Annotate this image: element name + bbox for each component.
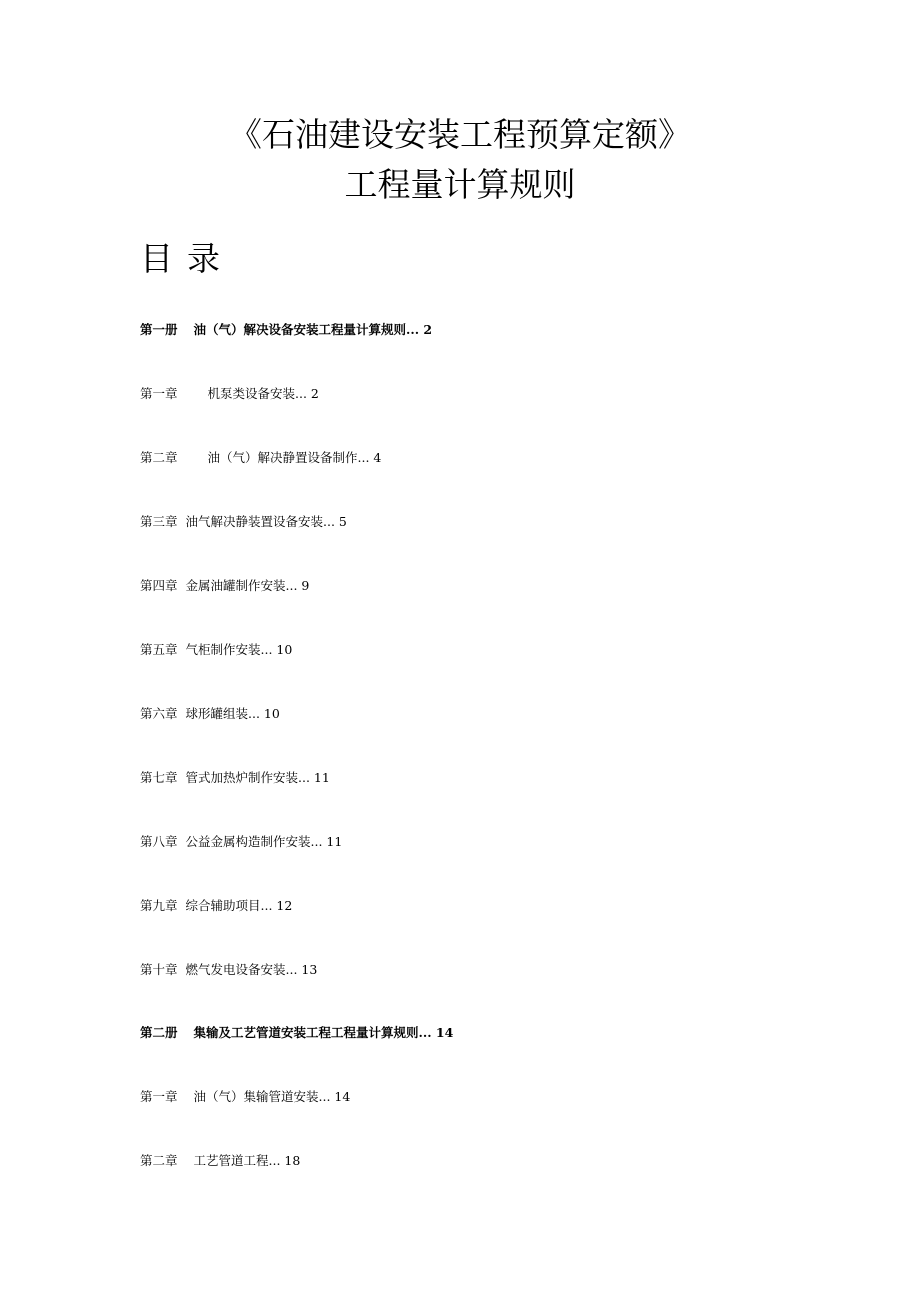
toc-entry-chapter[interactable] — [140, 577, 309, 595]
toc-entry-chapter[interactable] — [140, 1152, 300, 1170]
toc-entry-label: 第三章 — [140, 514, 178, 529]
document-title-line-2: 工程量计算规则 — [344, 165, 576, 204]
toc-entry-label: 第七章 — [140, 770, 178, 785]
toc-entry-text: 球形罐组装... 10 — [185, 706, 280, 721]
toc-entry-text: 集输及工艺管道安装工程工程量计算规则... 14 — [193, 1025, 454, 1040]
toc-entry-text: 工艺管道工程... 18 — [193, 1153, 301, 1168]
toc-entry-chapter[interactable] — [140, 1088, 350, 1106]
toc-entry-chapter[interactable] — [140, 897, 292, 915]
toc-entry-text: 油气解决静装置设备安装... 5 — [185, 514, 347, 529]
toc-entry-label: 第十章 — [140, 962, 178, 977]
toc-entry-text: 金属油罐制作安装... 9 — [185, 578, 310, 593]
toc-entry-label: 第一册 — [140, 322, 178, 337]
toc-entry-chapter[interactable] — [140, 833, 342, 851]
toc-entry-chapter[interactable] — [140, 705, 280, 723]
toc-entry-text: 管式加热炉制作安装... 11 — [185, 770, 330, 785]
toc-entry-chapter[interactable] — [140, 961, 317, 979]
toc-entry-text: 综合辅助项目... 12 — [185, 898, 293, 913]
toc-entry-label: 第二章 — [140, 1153, 178, 1168]
toc-entry-label: 第九章 — [140, 898, 178, 913]
toc-entry-label: 第一章 — [140, 1089, 178, 1104]
toc-entry-volume-1[interactable] — [140, 321, 432, 339]
toc-entry-text: 油（气）解决设备安装工程量计算规则... 2 — [193, 322, 433, 337]
toc-entry-label: 第八章 — [140, 834, 178, 849]
toc-entry-chapter[interactable] — [140, 641, 292, 659]
toc-entry-text: 油（气）集输管道安装... 14 — [193, 1089, 351, 1104]
toc-entry-label: 第一章 — [140, 386, 178, 401]
toc-entry-label: 第六章 — [140, 706, 178, 721]
toc-entry-text: 机泵类设备安装... 2 — [207, 386, 319, 401]
toc-heading: 目录 — [140, 239, 234, 278]
toc-entry-text: 油（气）解决静置设备制作... 4 — [207, 450, 382, 465]
toc-entry-label: 第四章 — [140, 578, 178, 593]
toc-entry-volume-2[interactable] — [140, 1024, 453, 1042]
toc-entry-text: 气柜制作安装... 10 — [185, 642, 293, 657]
toc-entry-label: 第二册 — [140, 1025, 178, 1040]
toc-entry-chapter[interactable] — [140, 385, 319, 403]
toc-entry-chapter[interactable] — [140, 769, 330, 787]
toc-entry-text: 公益金属构造制作安装... 11 — [185, 834, 343, 849]
toc-entry-label: 第二章 — [140, 450, 178, 465]
document-title-line-1: 《石油建设安装工程预算定额》 — [229, 115, 691, 154]
toc-entry-chapter[interactable] — [140, 449, 381, 467]
toc-entry-chapter[interactable] — [140, 513, 347, 531]
toc-entry-label: 第五章 — [140, 642, 178, 657]
toc-entry-text: 燃气发电设备安装... 13 — [185, 962, 318, 977]
